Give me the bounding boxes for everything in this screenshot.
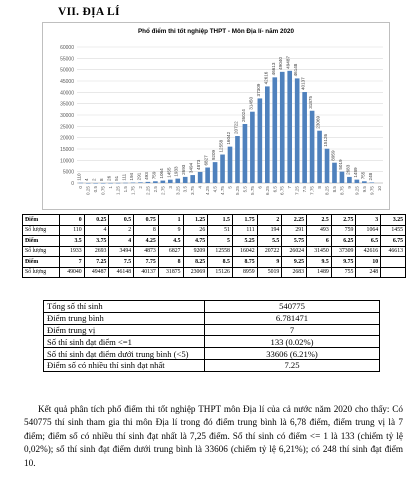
score-table-cell: 15126 — [208, 267, 233, 278]
bar — [332, 163, 337, 183]
score-table-cell: 111 — [232, 225, 257, 236]
bar — [317, 131, 322, 183]
score-table-cell: 4.25 — [134, 236, 159, 247]
score-table-row — [23, 246, 406, 257]
stats-label: Tổng số thí sinh — [44, 301, 205, 313]
bar-value-label: 2693 — [181, 164, 187, 175]
score-table-cell: 16042 — [232, 246, 257, 257]
score-table-cell: 1455 — [381, 225, 406, 236]
bar-value-label: 9209 — [211, 149, 217, 161]
x-tick-label: 5.5 — [242, 186, 248, 193]
stats-value: 7.25 — [205, 359, 380, 371]
stats-value: 540775 — [205, 301, 380, 313]
y-tick-label: 45000 — [60, 79, 74, 85]
score-table-cell: 6.5 — [356, 236, 381, 247]
y-tick-label: 35000 — [60, 101, 74, 108]
bar — [369, 182, 374, 183]
score-table-cell: 40137 — [134, 267, 159, 278]
bar — [190, 175, 195, 183]
bar-value-label: 1933 — [173, 166, 179, 177]
x-tick-label: 3.25 — [175, 186, 181, 195]
bar — [310, 111, 315, 183]
x-tick-label: 6.75 — [279, 186, 285, 195]
bar — [175, 179, 180, 183]
x-tick-label: 0.25 — [85, 186, 91, 195]
score-table-cell: 12558 — [208, 246, 233, 257]
bar — [131, 183, 136, 184]
x-tick-label: 4 — [197, 186, 203, 189]
score-table-cell: 8.5 — [208, 257, 233, 268]
bar — [362, 181, 367, 183]
bar-value-label: 291 — [136, 172, 142, 181]
bar-value-label: 26024 — [240, 109, 246, 123]
bar — [123, 183, 128, 184]
bar — [220, 155, 225, 183]
bar — [205, 168, 210, 183]
bar — [101, 183, 106, 184]
bar-value-label: 5019 — [337, 159, 343, 170]
x-tick-label: 1.25 — [115, 186, 121, 195]
score-table-row — [23, 225, 406, 236]
x-tick-label: 8.5 — [331, 186, 337, 193]
bar-value-label: 6827 — [203, 155, 209, 166]
score-table-cell: 4 — [109, 236, 134, 247]
score-table-cell: 1.75 — [232, 215, 257, 226]
x-tick-label: 2.5 — [152, 186, 158, 193]
bar — [265, 86, 270, 183]
score-table-cell: 8 — [158, 257, 183, 268]
score-table-cell — [381, 257, 406, 268]
bar — [138, 182, 143, 183]
bar — [302, 92, 307, 183]
bar-value-label: 759 — [151, 171, 157, 180]
score-table-cell: 493 — [307, 225, 332, 236]
score-table-cell: 2693 — [84, 246, 109, 257]
bar — [78, 183, 83, 184]
bar-value-label: 3494 — [188, 162, 194, 174]
y-tick-label: 5000 — [62, 169, 74, 176]
score-table-cell: 9209 — [183, 246, 208, 257]
score-table-cell: 8.75 — [232, 257, 257, 268]
bar — [325, 149, 330, 183]
bar-value-label: 26 — [106, 175, 112, 181]
x-tick-label: 9 — [346, 186, 352, 189]
stats-row — [44, 301, 380, 313]
score-table-cell: 3 — [356, 215, 381, 226]
x-tick-label: 7.75 — [309, 186, 315, 195]
bar-value-label: 23069 — [315, 115, 321, 129]
y-tick-label: 25000 — [60, 124, 74, 131]
score-table-cell: 6.75 — [381, 236, 406, 247]
score-table-cell: 759 — [331, 225, 356, 236]
score-table-cell: 6827 — [158, 246, 183, 257]
stats-label: Số thí sinh đạt điểm dưới trung bình (<5) — [44, 348, 205, 360]
score-table-cell: 7 — [60, 257, 85, 268]
score-table-cell: 3.25 — [381, 215, 406, 226]
bar-value-label: 46148 — [293, 63, 299, 77]
bar-value-label: 15126 — [323, 133, 329, 147]
bar — [347, 177, 352, 183]
score-table-cell: 1933 — [60, 246, 85, 257]
bar-value-label: 8 — [99, 178, 105, 181]
x-tick-label: 4.5 — [212, 186, 218, 193]
score-table-cell: 4.5 — [158, 236, 183, 247]
score-table-cell: 248 — [356, 267, 381, 278]
bar — [272, 77, 277, 183]
x-tick-label: 5.25 — [234, 186, 240, 195]
bar-value-label: 4 — [84, 178, 90, 181]
bar — [213, 162, 218, 183]
stats-label: Điểm số có nhiều thí sinh đạt nhất — [44, 359, 205, 371]
score-table-cell: 6 — [307, 236, 332, 247]
x-tick-label: 7.5 — [302, 186, 308, 193]
bar-value-label: 12558 — [218, 139, 224, 153]
x-tick-label: 7 — [287, 186, 293, 189]
bar — [86, 183, 91, 184]
chart-plot — [43, 23, 391, 211]
bar — [108, 183, 113, 184]
bar-value-label: 8959 — [330, 150, 336, 161]
y-tick-label: 0 — [71, 181, 74, 187]
score-table-cell: 26024 — [282, 246, 307, 257]
bar — [295, 78, 300, 183]
score-table-row-header: Điểm — [23, 257, 60, 268]
conclusion-paragraph: Kết quả phân tích phổ điểm thi tốt nghiệp THPT môn Địa lí của cả nước năm 2020 cho thấy: Có 540775 thí sinh tham gia thi môn Địa lí trong đó điểm trung bình là 6,78 điểm, điểm trung vị là 7 điểm; điểm số có nhiều thí sinh đạt nhất là 7,25 điểm. Số thí sinh có điểm <= 1 là 133 (chiếm tỷ lệ 0,02%); số thí sinh đạt điểm dưới trung bình là 33606 (chiếm tỷ lệ 6,21%); có 248 thí sinh đạt điểm 10. — [24, 404, 403, 468]
score-table-cell: 4873 — [134, 246, 159, 257]
x-tick-label: 1.5 — [123, 186, 129, 193]
score-table-cell — [381, 267, 406, 278]
score-table-cell: 3494 — [109, 246, 134, 257]
score-table-cell: 31450 — [307, 246, 332, 257]
bar-value-label: 49487 — [285, 56, 291, 69]
bar-value-label: 755 — [360, 171, 366, 180]
stats-label: Điểm trung vị — [44, 324, 205, 336]
score-table-cell: 7.75 — [134, 257, 159, 268]
x-tick-label: 2.75 — [160, 186, 166, 195]
score-table-cell: 1.25 — [183, 215, 208, 226]
x-tick-label: 6.5 — [272, 186, 278, 193]
x-tick-label: 4.25 — [205, 186, 211, 195]
y-tick-label: 40000 — [60, 90, 74, 97]
score-table-cell: 7.25 — [84, 257, 109, 268]
score-table-cell: 2 — [109, 225, 134, 236]
score-table-cell: 5.5 — [257, 236, 282, 247]
score-table-cell: 51 — [208, 225, 233, 236]
bar-value-label: 493 — [143, 172, 149, 180]
x-tick-label: 9.75 — [369, 186, 375, 195]
score-table-cell: 9.5 — [307, 257, 332, 268]
bar-value-label: 46613 — [270, 62, 276, 76]
x-tick-label: 0.5 — [93, 186, 99, 193]
bar — [146, 182, 151, 183]
x-tick-label: 3.75 — [190, 186, 196, 195]
bar-value-label: 51 — [114, 175, 120, 181]
score-table-cell: 1.5 — [208, 215, 233, 226]
score-table-cell: 7.5 — [109, 257, 134, 268]
y-tick-label: 30000 — [60, 113, 74, 119]
bar — [235, 136, 240, 183]
score-table-cell: 5.75 — [282, 236, 307, 247]
score-table-cell: 2.5 — [307, 215, 332, 226]
bar-value-label: 1489 — [352, 167, 358, 178]
x-tick-label: 6.25 — [264, 186, 270, 195]
bar-value-label: 1064 — [158, 168, 164, 179]
score-table-row — [23, 267, 406, 278]
bar — [161, 181, 166, 183]
stats-row — [44, 336, 380, 348]
x-tick-label: 10 — [376, 186, 382, 192]
score-table-cell: 46613 — [381, 246, 406, 257]
bar-value-label: 16042 — [226, 131, 231, 145]
bar-value-label: 20722 — [233, 121, 239, 135]
score-table-row-header: Điểm — [23, 236, 60, 247]
score-table-cell: 10 — [356, 257, 381, 268]
score-table-cell: 49487 — [84, 267, 109, 278]
score-table-row-header: Số lượng — [23, 267, 60, 278]
score-table-cell: 0.5 — [109, 215, 134, 226]
bar-value-label: 40137 — [300, 77, 306, 91]
score-table-cell: 291 — [282, 225, 307, 236]
score-table-cell: 8.25 — [183, 257, 208, 268]
x-tick-label: 2 — [137, 186, 143, 189]
score-table-cell: 4.75 — [183, 236, 208, 247]
bar-value-label: 110 — [76, 173, 82, 181]
score-table-cell: 3.75 — [84, 236, 109, 247]
stats-value: 7 — [205, 324, 380, 336]
x-tick-label: 8 — [317, 186, 323, 189]
score-table-row-header: Điểm — [23, 215, 60, 226]
stats-value: 133 (0.02%) — [205, 336, 380, 348]
score-table-cell: 9 — [158, 225, 183, 236]
bar-value-label: 2683 — [345, 164, 351, 175]
bar — [93, 183, 98, 184]
bar — [116, 183, 121, 184]
bar-value-label: 248 — [367, 172, 373, 181]
score-table-row — [23, 257, 406, 268]
x-tick-label: 0 — [78, 186, 84, 189]
score-table-cell: 755 — [331, 267, 356, 278]
x-tick-label: 1.75 — [130, 186, 136, 195]
score-table-cell: 3.5 — [60, 236, 85, 247]
stats-row — [44, 359, 380, 371]
x-tick-label: 5.75 — [249, 186, 255, 195]
bar — [280, 72, 285, 183]
score-table-cell: 37309 — [331, 246, 356, 257]
stats-row — [44, 348, 380, 360]
score-table-cell: 8 — [134, 225, 159, 236]
x-tick-label: 3 — [167, 186, 173, 189]
score-table-cell: 1064 — [356, 225, 381, 236]
score-table-cell: 5019 — [257, 267, 282, 278]
score-table-cell: 0.25 — [84, 215, 109, 226]
bar-value-label: 4873 — [196, 159, 202, 170]
chart-title: Phổ điểm thi tốt nghiệp THPT - Môn Địa lí- năm 2020 — [137, 28, 295, 35]
score-distribution-chart — [42, 22, 390, 210]
bar — [153, 181, 158, 183]
bar-value-label: 1455 — [166, 167, 172, 178]
score-table-cell: 1489 — [307, 267, 332, 278]
x-tick-label: 6 — [257, 186, 263, 189]
bar-value-label: 37309 — [255, 83, 261, 97]
stats-value: 6.781471 — [205, 312, 380, 324]
score-table-cell: 110 — [60, 225, 85, 236]
x-tick-label: 1 — [108, 186, 114, 189]
bar-value-label: 42616 — [263, 71, 269, 85]
stats-row — [44, 324, 380, 336]
score-table-cell: 2683 — [282, 267, 307, 278]
score-table-cell: 9.75 — [331, 257, 356, 268]
bar — [340, 172, 345, 183]
score-table-cell: 9.25 — [282, 257, 307, 268]
score-table-cell: 4 — [84, 225, 109, 236]
bar-value-label: 31450 — [248, 96, 254, 110]
bar-value-label: 49040 — [278, 57, 284, 70]
x-tick-label: 2.25 — [145, 186, 151, 195]
score-table-cell: 0.75 — [134, 215, 159, 226]
score-table-cell: 1 — [158, 215, 183, 226]
bar-value-label: 2 — [91, 178, 97, 181]
score-table-cell: 20722 — [257, 246, 282, 257]
bar — [250, 112, 255, 183]
bar — [228, 147, 233, 183]
x-tick-label: 5 — [227, 186, 233, 189]
bar — [258, 98, 263, 183]
x-tick-label: 3.5 — [182, 186, 188, 193]
score-table-cell: 31875 — [158, 267, 183, 278]
score-table-cell: 0 — [60, 215, 85, 226]
y-tick-label: 10000 — [60, 158, 74, 165]
x-tick-label: 8.75 — [339, 186, 345, 195]
score-table-cell: 9 — [257, 257, 282, 268]
y-tick-label: 20000 — [60, 135, 74, 142]
score-table-cell: 194 — [257, 225, 282, 236]
stats-row — [44, 312, 380, 324]
score-table-row — [23, 236, 406, 247]
bar — [198, 172, 203, 183]
score-table-cell: 46148 — [109, 267, 134, 278]
score-table-row-header: Số lượng — [23, 225, 60, 236]
score-table-cell: 5.25 — [232, 236, 257, 247]
score-table-cell: 2.75 — [331, 215, 356, 226]
score-table-row-header: Số lượng — [23, 246, 60, 257]
stats-label: Điểm trung bình — [44, 312, 205, 324]
score-table — [22, 214, 406, 278]
score-table-cell: 2 — [257, 215, 282, 226]
bar — [243, 124, 248, 183]
score-table-cell: 5 — [208, 236, 233, 247]
bar — [168, 180, 173, 183]
section-title: VII. ĐỊA LÍ — [58, 6, 120, 18]
score-table-row — [23, 215, 406, 226]
score-table-cell: 23069 — [183, 267, 208, 278]
y-tick-label: 60000 — [60, 45, 74, 51]
score-table-cell: 42616 — [356, 246, 381, 257]
y-tick-label: 55000 — [60, 56, 74, 63]
bar — [183, 177, 188, 183]
score-table-cell: 2.25 — [282, 215, 307, 226]
bar-value-label: 194 — [128, 172, 134, 181]
x-tick-label: 7.25 — [294, 185, 300, 195]
score-table-cell: 8959 — [232, 267, 257, 278]
bar-value-label: 31875 — [308, 95, 314, 109]
stats-table — [43, 300, 380, 372]
score-table-cell: 49040 — [60, 267, 85, 278]
bar-value-label: 111 — [121, 173, 127, 181]
stats-label: Số thí sinh đạt điểm <=1 — [44, 336, 205, 348]
x-tick-label: 8.25 — [324, 186, 330, 195]
x-tick-label: 4.75 — [220, 186, 226, 195]
bar — [355, 180, 360, 183]
x-tick-label: 9.25 — [354, 186, 360, 195]
y-tick-label: 50000 — [60, 67, 74, 74]
score-table-cell: 26 — [183, 225, 208, 236]
bar — [287, 71, 292, 183]
x-tick-label: 9.5 — [361, 186, 367, 193]
score-table-cell: 6.25 — [331, 236, 356, 247]
x-tick-label: 0.75 — [100, 186, 106, 195]
y-tick-label: 15000 — [60, 147, 74, 153]
stats-value: 33606 (6.21%) — [205, 348, 380, 360]
